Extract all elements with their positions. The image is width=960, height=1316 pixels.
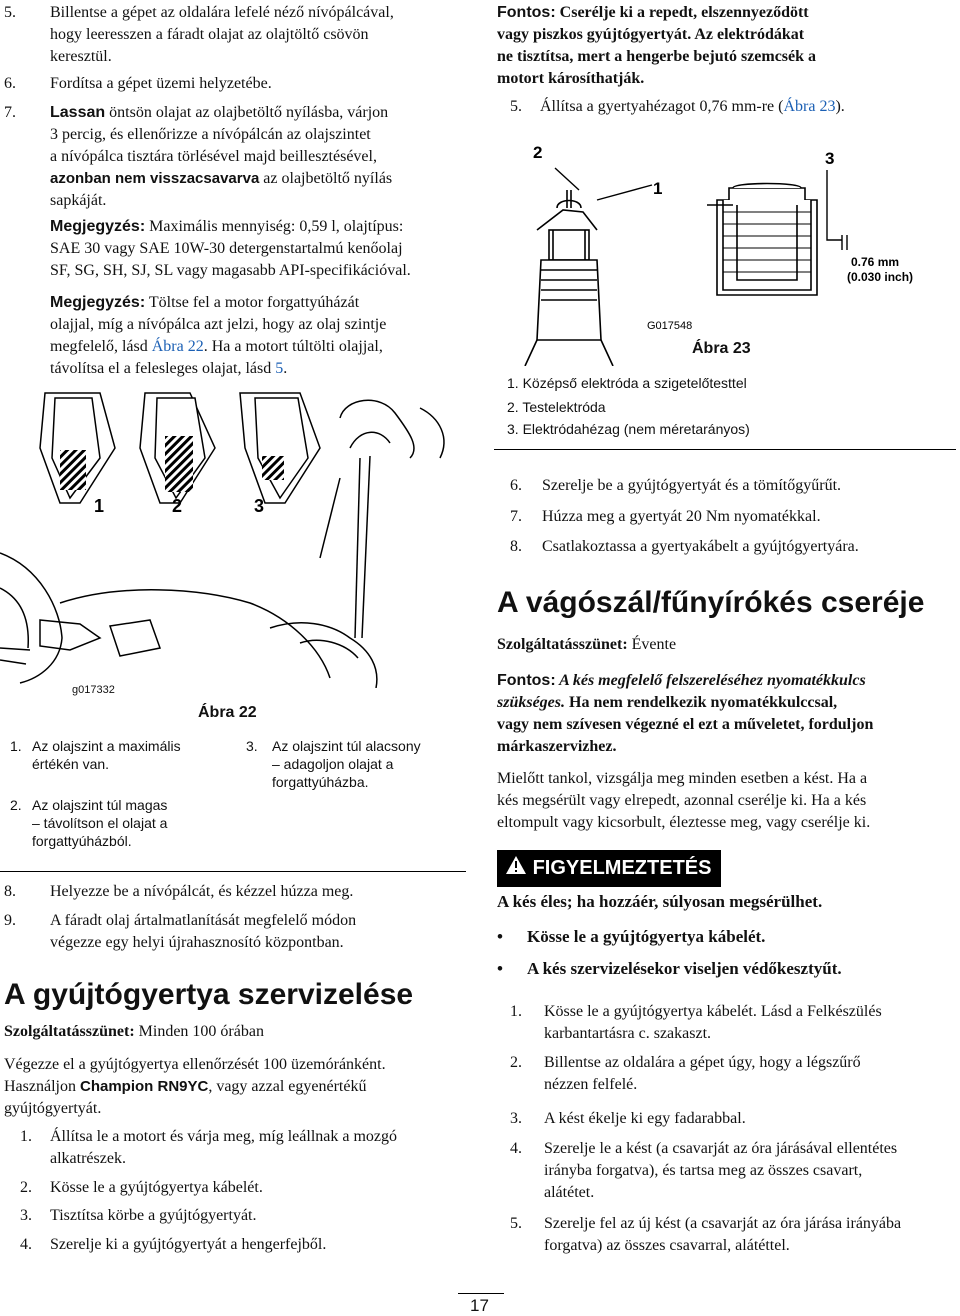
figure-23-legend-2 — [507, 398, 957, 416]
important-label: Fontos: — [497, 4, 556, 21]
figure-22-callouts — [94, 496, 264, 516]
figure-23-divider — [494, 449, 956, 450]
step-text: ). — [835, 98, 845, 115]
callout-2: 2 — [533, 143, 543, 162]
step-number: 8. — [4, 883, 16, 900]
note-label: Megjegyzés: — [50, 218, 146, 235]
legend-line: Az olajszint túl alacsony — [272, 738, 421, 754]
step-text-line: keresztül. — [50, 48, 112, 65]
step-number: 9. — [4, 912, 16, 929]
step-text: öntsön olajat az olajbetöltő nyílásba, várjon — [105, 104, 389, 121]
figure-23-link[interactable]: Ábra 23 — [783, 98, 836, 115]
note-oil-capacity — [50, 216, 470, 282]
warning-text: A kés éles; ha hozzáér, súlyosan megsérülhet. — [497, 892, 823, 911]
note-text: megfelelő, lásd — [50, 338, 152, 355]
important-replace-plug — [497, 2, 957, 90]
step-text-line: A kést ékelje ki egy fadarabbal. — [544, 1110, 746, 1127]
page-number: 17 — [470, 1296, 489, 1315]
legend-number: 1. — [10, 738, 22, 754]
spark-plug-body — [525, 190, 613, 366]
legend-line: forgattyúházba. — [272, 774, 369, 790]
legend-number: 2. — [10, 797, 22, 813]
emphasis: azonban nem visszacsavarva — [50, 170, 260, 187]
step-number: 2. — [20, 1179, 32, 1196]
figure-23-illustration — [497, 130, 957, 366]
bullet-text: Kösse le a gyújtógyertya kábelét. — [527, 927, 766, 946]
step-text-line: irányba forgatva), és tartsa meg az összes csavart, — [544, 1162, 863, 1179]
note-label: Megjegyzés: — [50, 294, 146, 311]
step-text-line: Tisztítsa körbe a gyújtógyertyát. — [50, 1207, 257, 1224]
emphasis: Lassan — [50, 104, 106, 121]
step-text-line: Kösse le a gyújtógyertya kábelét. — [50, 1179, 263, 1196]
figure-22-code: g017332 — [72, 684, 115, 696]
warning-triangle-icon — [505, 851, 527, 887]
important-torque-wrench — [497, 670, 959, 758]
legend-line: forgattyúházból. — [32, 833, 132, 849]
step-text-line: Szerelje le a kést (a csavarját az óra járásával ellentétes — [544, 1140, 898, 1157]
figure-23-title: Ábra 23 — [692, 340, 751, 357]
important-text: A kés megfelelő felszereléséhez nyomatékkulcs — [555, 672, 866, 689]
step-number: 5. — [510, 1215, 522, 1232]
step-text-line: hogy leeresszen a fáradt olajat az olajtöltő csövön — [50, 26, 369, 43]
figure-22-legend-3 — [246, 737, 466, 791]
step-text: Állítsa a gyertyahézagot 0,76 mm-re ( — [540, 98, 784, 115]
step-number: 7. — [510, 508, 522, 525]
step-text-line: alátétet. — [544, 1184, 595, 1201]
step-number: 5. — [4, 4, 16, 21]
blade-inspection-paragraph — [497, 768, 959, 834]
step-text: Csatlakoztassa a gyertyakábelt a gyújtógyertyára. — [542, 538, 859, 555]
step-number: 5. — [510, 98, 522, 115]
figure-22-divider — [0, 871, 466, 872]
legend-text: Középső elektróda a szigetelőtesttel — [522, 375, 747, 391]
important-text: vagy nem szívesen végezné el ezt a műveletet, forduljon — [497, 716, 874, 733]
note-text: Töltse fel a motor forgattyúházát — [145, 294, 360, 311]
paragraph-line: Mielőtt tankol, vizsgálja meg minden esetben a kést. Ha a — [497, 770, 868, 787]
dipstick-inset-1 — [40, 393, 115, 503]
figure-22-legend-2 — [10, 796, 230, 850]
step-number: 6. — [510, 477, 522, 494]
important-label: Fontos: — [497, 672, 556, 689]
step-text-line: a nívópálca tisztára törlésével majd beillesztésével, — [50, 148, 377, 165]
step-text-line: Kösse le a gyújtógyertya kábelét. Lásd a Felkészülés — [544, 1003, 882, 1020]
interval-value: Minden 100 órában — [134, 1023, 264, 1040]
step-text-line: A fáradt olaj ártalmatlanítását megfelelő módon — [50, 912, 357, 929]
page-number-rule — [458, 1293, 504, 1294]
step-text-line: nézzen felfelé. — [544, 1076, 638, 1093]
step-text-line: Billentse a gépet az oldalára lefelé néző nívópálcával, — [50, 4, 394, 21]
step-text-line: alkatrészek. — [50, 1150, 126, 1167]
step-text-line: végezze egy helyi újrahasznosító központban. — [50, 934, 344, 951]
important-text: Ha nem rendelkezik nyomatékkulccsal, — [565, 694, 838, 711]
step-text-line: Billentse az oldalára a gépet úgy, hogy a légszűrő — [544, 1054, 861, 1071]
step-number: 3. — [510, 1110, 522, 1127]
figure-22-link[interactable]: Ábra 22 — [151, 338, 204, 355]
step-text-line: Helyezze be a nívópálcát, és kézzel húzza meg. — [50, 883, 354, 900]
spark-plug-drawing — [497, 130, 957, 366]
gap-imperial: (0.030 inch) — [847, 270, 914, 284]
callout-3: 3 — [254, 496, 265, 516]
step-number: 1. — [20, 1128, 32, 1145]
legend-number: 1. — [507, 375, 519, 391]
note-fill-crankcase — [50, 292, 470, 380]
paragraph-text: Használjon — [4, 1078, 80, 1095]
gap-metric: 0.76 mm — [851, 255, 900, 269]
section-title-blade: A vágószál/fűnyírókés cseréje — [497, 586, 925, 619]
step-text-line: Állítsa le a motort és várja meg, míg leállnak a mozgó — [50, 1128, 398, 1145]
legend-line: Az olajszint a maximális — [32, 738, 181, 754]
interval-label: Szolgáltatásszünet: — [4, 1023, 135, 1040]
note-text: távolítsa el a felesleges olajat, lásd — [50, 360, 276, 377]
step-text: az olajbetöltő nyílás — [259, 170, 393, 187]
legend-number: 3. — [246, 738, 258, 754]
figure-22-title: Ábra 22 — [198, 704, 257, 721]
important-text: szükséges. — [497, 694, 566, 711]
legend-line: Az olajszint túl magas — [32, 797, 168, 813]
page-5-link[interactable]: 5 — [275, 360, 284, 377]
warning-label: FIGYELMEZTETÉS — [532, 857, 712, 879]
note-text: . — [283, 360, 288, 377]
note-text-line: SAE 30 vagy SAE 10W-30 detergenstartalmú kenőolaj — [50, 240, 403, 257]
dipstick-drawing — [0, 388, 470, 688]
dipstick-inset-2 — [140, 393, 215, 503]
legend-number: 2. — [507, 399, 519, 415]
note-text: . Ha a motort túltölti olajjal, — [203, 338, 383, 355]
important-text: vagy piszkos gyújtógyertyát. Az elektródákat — [497, 26, 805, 43]
step-text: Szerelje be a gyújtógyertyát és a tömítőgyűrűt. — [542, 477, 842, 494]
important-text: Cserélje ki a repedt, elszennyeződött — [555, 4, 809, 21]
step-number: 1. — [510, 1003, 522, 1020]
paragraph-line: kés megsérült vagy elrepedt, azonnal cserélje ki. Ha a kés — [497, 792, 867, 809]
section-title-spark-plug: A gyújtógyertya szervizelése — [4, 978, 414, 1011]
step-text-line: Szerelje ki a gyújtógyertyát a hengerfejből. — [50, 1236, 327, 1253]
legend-line: – adagoljon olajat a — [272, 756, 394, 772]
service-interval-blade — [497, 634, 676, 656]
interval-label: Szolgáltatásszünet: — [497, 636, 628, 653]
step-text-line: 3 percig, és ellenőrizze a nívópálcán az olajszintet — [50, 126, 371, 143]
figure-22-illustration — [0, 388, 470, 688]
callout-3: 3 — [825, 149, 835, 168]
step-number: 6. — [4, 75, 16, 92]
step-text-line: karbantartásra c. szakaszt. — [544, 1025, 712, 1042]
legend-text: Testelektróda — [522, 399, 606, 415]
step-number: 3. — [20, 1207, 32, 1224]
important-text: ne tisztítsa, mert a hengerbe bejutó szemcsék a — [497, 48, 817, 65]
step-number: 2. — [510, 1054, 522, 1071]
important-text: márkaszervizhez. — [497, 738, 617, 755]
step-number: 4. — [510, 1140, 522, 1157]
paragraph-text: , vagy azzal egyenértékű — [208, 1078, 367, 1095]
note-text-line: SF, SG, SH, SJ, SL vagy magasabb API-specifikációval. — [50, 262, 411, 279]
step-number: 8. — [510, 538, 522, 555]
step-text-line: Szerelje fel az új kést (a csavarját az óra járása irányába — [544, 1215, 902, 1232]
legend-line: értékén van. — [32, 756, 110, 772]
step-text: Húzza meg a gyertyát 20 Nm nyomatékkal. — [542, 508, 821, 525]
interval-value: Évente — [627, 636, 677, 653]
bullet-text: A kés szervizelésekor viseljen védőkesztyűt. — [527, 959, 842, 978]
callout-2: 2 — [172, 496, 183, 516]
paragraph-line: gyújtógyertyát. — [4, 1100, 102, 1117]
service-interval-spark-plug — [4, 1021, 264, 1043]
figure-22-legend-1 — [10, 737, 230, 773]
step-number: 4. — [20, 1236, 32, 1253]
spark-plug-detail — [707, 184, 817, 296]
paragraph-line: eltompult vagy kicsorbult, éleztesse meg, vagy cserélje ki. — [497, 814, 871, 831]
plug-model: Champion RN9YC — [79, 1078, 209, 1095]
callout-1: 1 — [653, 179, 663, 198]
callout-1: 1 — [94, 496, 105, 516]
legend-text: Elektródahézag (nem méretarányos) — [522, 421, 750, 437]
step-text-line: Fordítsa a gépet üzemi helyzetébe. — [50, 75, 272, 92]
figure-23-legend-3 — [507, 420, 957, 438]
note-text: Maximális mennyiség: 0,59 l, olajtípus: — [145, 218, 404, 235]
step-text-line: sapkáját. — [50, 192, 107, 209]
warning-banner — [497, 850, 721, 887]
spark-plug-intro — [4, 1054, 474, 1120]
important-text: motort károsíthatják. — [497, 70, 645, 87]
figure-23-legend-1 — [507, 374, 957, 392]
step-text-line: forgatva) az összes csavarral, alátéttel. — [544, 1237, 790, 1254]
paragraph-line: Végezze el a gyújtógyertya ellenőrzését 100 üzemóránként. — [4, 1056, 386, 1073]
note-text-line: olajjal, míg a nívópálca azt jelzi, hogy az olaj szintje — [50, 316, 387, 333]
figure-23-code: G017548 — [647, 320, 693, 332]
legend-line: – távolítson el olajat a — [32, 815, 168, 831]
dipstick-inset-3 — [240, 393, 320, 503]
step-number: 7. — [4, 104, 16, 121]
legend-number: 3. — [507, 421, 519, 437]
bullet-icon: • — [497, 927, 503, 946]
bullet-icon: • — [497, 959, 503, 978]
